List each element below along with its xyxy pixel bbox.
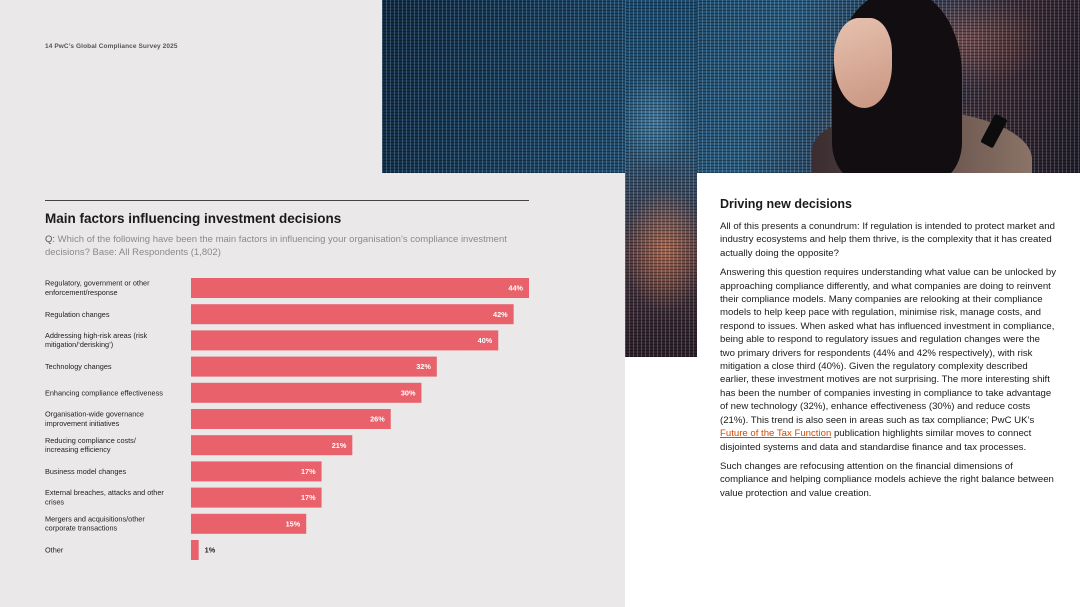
- chart-title: Main factors influencing investment decisions: [45, 211, 342, 226]
- bar-category-label: Mergers and acquisitions/other corporate transactions: [45, 514, 145, 533]
- hero-photo-lower: [625, 0, 697, 357]
- bar-value-label: 42%: [493, 309, 508, 319]
- article-paragraph-2: [720, 266, 1057, 454]
- bar-category-label: Organisation-wide governance improvement initiatives: [45, 409, 144, 428]
- bar-category-label: Technology changes: [45, 362, 112, 372]
- hero-photo: [382, 0, 1080, 173]
- article-paragraph-3: Such changes are refocusing attention on the financial dimensions of compliance and helping compliance models achieve the right balance between value protection and value creation.: [720, 460, 1054, 499]
- article-p2-before: Answering this question requires understanding what value can be unlocked by approaching compliance differently, and what companies are doing to reinvent their compliance models. Many companies are relooking at their compliance models to help keep pace with regulation, minimise risk, manage costs, and respond to issues. When asked what has influenced investment in compliance, being able to respond to regulatory issues and regulation changes were the two primary drivers for respondents (44% and 42% respectively), with risk mitigation a close third (40%). Given the regulatory complexity described earlier, these investment motives are not surprising. The more interesting shift has been the number of companies investing in compliance to take advantage of new technology (32%), enhance effectiveness (30%) and reduce costs (21%). This trend is also seen in areas such as tax compliance; PwC UK’s: [720, 267, 1056, 426]
- bar-7: [191, 435, 352, 455]
- bar-value-label: 30%: [400, 388, 416, 398]
- bar-value-label: 1%: [204, 545, 216, 555]
- bar-4: [191, 357, 437, 377]
- chart-question: [45, 233, 515, 259]
- article-heading: Driving new decisions: [720, 197, 852, 211]
- question-prefix: Q:: [45, 234, 56, 245]
- question-text: Which of the following have been the main factors in influencing your organisation’s compliance investment decisions? Base: All Respondents (1,802): [45, 234, 507, 258]
- bar-value-label: 21%: [331, 440, 347, 450]
- bar-value-label: 26%: [370, 414, 385, 424]
- bar-value-label: 17%: [300, 493, 316, 503]
- article-paragraph-1: All of this presents a conundrum: If regulation is intended to protect market and industry ecosystems and help them thrive, is the complexity that it has created actually doing the opposite?: [720, 221, 1055, 259]
- bar-value-label: 40%: [477, 336, 493, 345]
- bar-value-label: 15%: [285, 519, 301, 529]
- bar-1: [191, 278, 529, 298]
- bar-category-label: Other: [45, 545, 64, 555]
- bar-5: [191, 383, 421, 403]
- bar-value-label: 32%: [416, 362, 431, 372]
- article-p2-after: publication highlights similar moves to connect disjointed systems and data and standardise finance and tax processes.: [720, 428, 1032, 453]
- chart-divider: [45, 200, 529, 201]
- page-header: 14 PwC’s Global Compliance Survey 2025: [45, 43, 178, 50]
- bar-category-label: External breaches, attacks and other crises: [45, 488, 164, 507]
- bar-11: [191, 540, 199, 560]
- future-of-tax-function-link[interactable]: Future of the Tax Function: [720, 428, 832, 440]
- bar-category-label: Regulation changes: [45, 309, 110, 319]
- bar-value-label: 44%: [508, 283, 523, 293]
- bar-category-label: Reducing compliance costs/ increasing efficiency: [45, 435, 136, 454]
- bar-3: [191, 330, 498, 350]
- article-panel: [697, 173, 1080, 607]
- bar-chart: [0, 270, 625, 570]
- bar-category-label: Enhancing compliance effectiveness: [45, 388, 163, 398]
- bar-category-label: Regulatory, government or other enforcement/response: [45, 278, 150, 297]
- bar-2: [191, 304, 514, 324]
- photo-person-face: [834, 18, 892, 108]
- bar-category-label: Business model changes: [45, 467, 127, 476]
- bar-6: [191, 409, 391, 429]
- bar-value-label: 17%: [300, 467, 316, 476]
- bar-category-label: Addressing high-risk areas (risk mitigation/‘derisking’): [45, 331, 148, 350]
